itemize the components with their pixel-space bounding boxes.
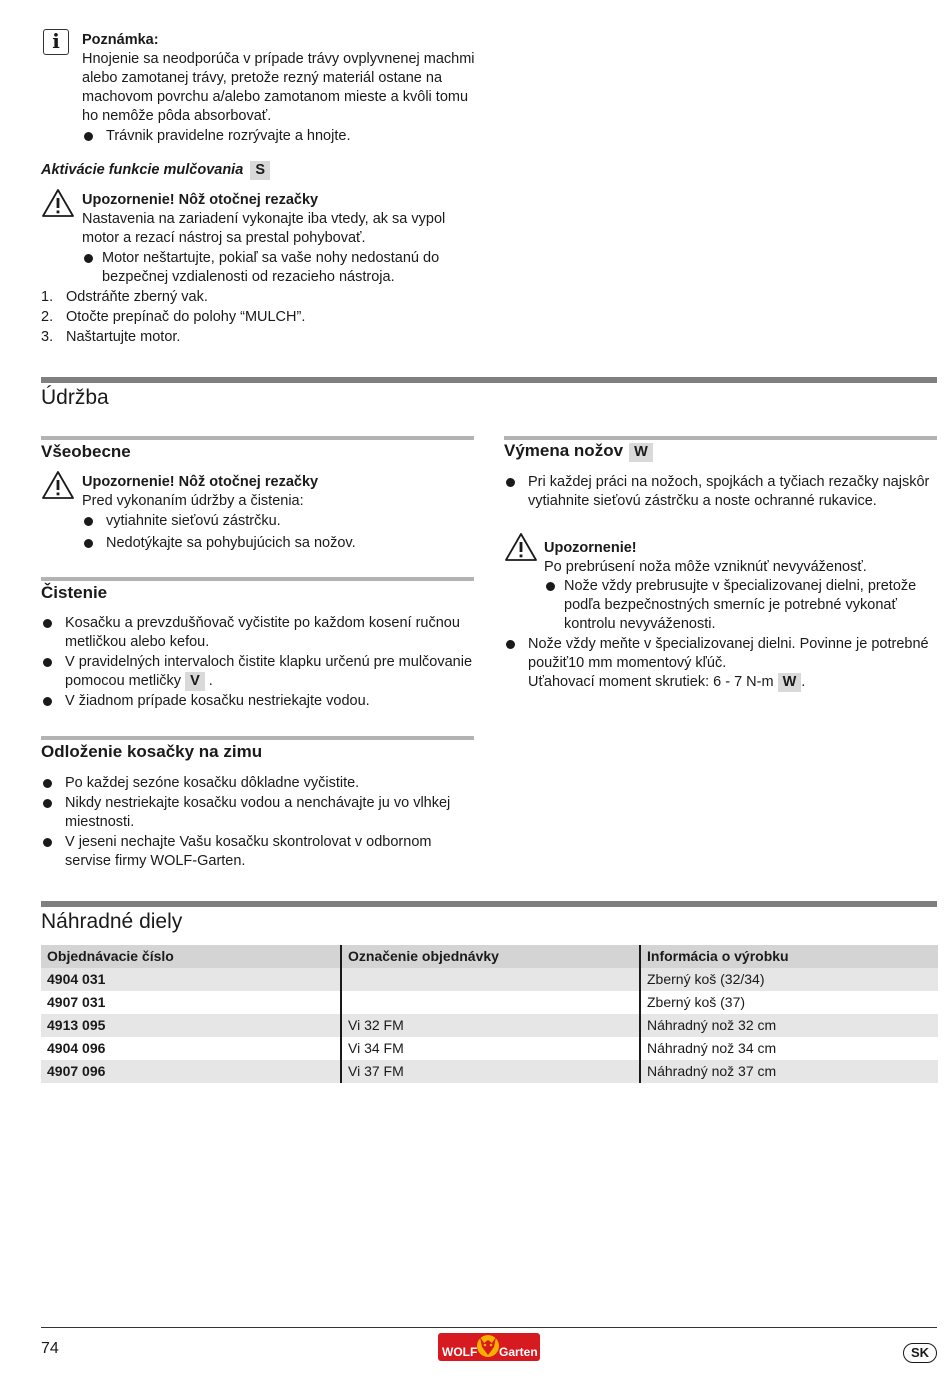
cleaning-bullet: V pravidelných intervaloch čistite klapku určenú pre mulčovanie pomocou metličky V . bbox=[41, 653, 474, 691]
parts-table-wrap bbox=[41, 945, 938, 1083]
blades-heading-row bbox=[504, 441, 937, 462]
cleaning-bullet: Kosačku a prevzdušňovač vyčistite po každom kosení ručnou metličkou alebo kefou. bbox=[41, 614, 474, 652]
table-row: 4907 096 Vi 37 FM Náhradný nož 37 cm bbox=[41, 1060, 938, 1083]
note-block bbox=[82, 31, 482, 147]
column-header: Informácia o výrobku bbox=[640, 945, 938, 968]
section-rule bbox=[41, 377, 937, 383]
step-item: 3. Naštartujte motor. bbox=[41, 329, 181, 345]
language-badge: SK bbox=[903, 1343, 937, 1363]
step-item: 1. Odstráňte zberný vak. bbox=[41, 289, 208, 305]
blades-ref-badge: W bbox=[629, 443, 653, 462]
table-row: 4907 031 Zberný koš (37) bbox=[41, 991, 938, 1014]
subsection-rule bbox=[504, 436, 937, 440]
mulch-heading: Aktivácie funkcie mulčovania bbox=[41, 162, 244, 178]
torque-ref-badge: W bbox=[778, 673, 802, 692]
wolf-garten-logo: WOLF Garten bbox=[438, 1333, 540, 1361]
general-warning-text: Pred vykonaním údržby a čistenia: bbox=[82, 493, 304, 509]
mulch-warning-bullet: Motor neštartujte, pokiaľ sa vaše nohy nedostanú do bezpečnej vzdialenosti od rezacieho nástroja. bbox=[82, 249, 477, 287]
winter-bullet: Po každej sezóne kosačku dôkladne vyčistite. bbox=[41, 774, 474, 793]
general-warning-title: Upozornenie! Nôž otočnej rezačky bbox=[82, 474, 319, 490]
note-title: Poznámka: bbox=[82, 32, 159, 48]
column-header: Označenie objednávky bbox=[341, 945, 640, 968]
mulch-warning-title: Upozornenie! Nôž otočnej rezačky bbox=[82, 192, 319, 208]
general-bullet: vytiahnite sieťovú zástrčku. bbox=[82, 512, 474, 531]
parts-title: Náhradné diely bbox=[41, 910, 183, 933]
blades-warning bbox=[544, 539, 940, 635]
blades-heading: Výmena nožov bbox=[504, 441, 624, 460]
winter-list bbox=[41, 774, 474, 872]
mulch-ref-badge: S bbox=[250, 161, 270, 180]
wolf-head-icon bbox=[476, 1331, 500, 1359]
general-bullet: Nedotýkajte sa pohybujúcich sa nožov. bbox=[82, 534, 474, 553]
table-row: 4904 096 Vi 34 FM Náhradný nož 34 cm bbox=[41, 1037, 938, 1060]
cleaning-bullet: V žiadnom prípade kosačku nestriekajte vodou. bbox=[41, 692, 474, 711]
info-icon: i bbox=[43, 29, 69, 55]
blades-bullet: Nože vždy meňte v špecializovanej dielni. Povinne je potrebné použiť10 mm momentový kľúč. Uťahovací moment skrutiek: 6 - 7 N-m W . bbox=[504, 635, 937, 692]
general-heading: Všeobecne bbox=[41, 442, 131, 461]
warning-icon bbox=[41, 470, 75, 500]
blades-warning-text: Po prebrúsení noža môže vzniknúť nevyváženosť. bbox=[544, 559, 867, 575]
warning-icon bbox=[41, 188, 75, 218]
maintenance-title: Údržba bbox=[41, 386, 109, 409]
mulch-steps bbox=[41, 288, 474, 348]
footer-rule bbox=[41, 1327, 937, 1328]
blades-list-1 bbox=[504, 473, 937, 512]
table-row: 4913 095 Vi 32 FM Náhradný nož 32 cm bbox=[41, 1014, 938, 1037]
blades-list-2 bbox=[504, 635, 937, 693]
winter-bullet: Nikdy nestriekajte kosačku vodou a nenchávajte ju vo vlhkej miestnosti. bbox=[41, 794, 474, 832]
subsection-rule bbox=[41, 436, 474, 440]
winter-heading: Odloženie kosačky na zimu bbox=[41, 742, 263, 761]
table-row: 4904 031 Zberný koš (32/34) bbox=[41, 968, 938, 991]
subsection-rule bbox=[41, 736, 474, 740]
column-header: Objednávacie číslo bbox=[41, 945, 341, 968]
subsection-rule bbox=[41, 577, 474, 581]
table-header-row bbox=[41, 945, 938, 968]
step-item: 2. Otočte prepínač do polohy “MULCH”. bbox=[41, 309, 306, 325]
warning-icon bbox=[504, 532, 538, 562]
general-warning bbox=[82, 473, 474, 554]
blades-bullet: Pri každej práci na nožoch, spojkách a tyčiach rezačky najskôr vytiahnite sieťovú zástrčku a noste ochranné rukavice. bbox=[504, 473, 937, 511]
mulch-warning bbox=[82, 191, 477, 288]
cleaning-heading: Čistenie bbox=[41, 583, 108, 602]
page-number: 74 bbox=[41, 1340, 59, 1357]
mulch-warning-text: Nastavenia na zariadení vykonajte iba vtedy, ak sa vypol motor a rezací nástroj sa prestal pohybovať. bbox=[82, 211, 446, 246]
winter-bullet: V jeseni nechajte Vašu kosačku skontrolovat v odbornom servise firmy WOLF-Garten. bbox=[41, 833, 474, 871]
note-text: Hnojenie sa neodporúča v prípade trávy ovplyvnenej machmi alebo zamotanej trávy, pretože rezný materiál ostane na machovom povrchu a/alebo zamotanom mieste a kvôli tomu ho nemôže pôda absorbovať. bbox=[82, 51, 475, 124]
note-bullet: Trávnik pravidelne rozrývajte a hnojte. bbox=[82, 127, 482, 146]
section-rule bbox=[41, 901, 937, 907]
blades-warning-title: Upozornenie! bbox=[544, 540, 637, 556]
cleaning-list bbox=[41, 614, 474, 712]
mulch-heading-row bbox=[41, 161, 474, 180]
parts-table bbox=[41, 945, 938, 1083]
cleaning-ref-badge: V bbox=[185, 672, 205, 691]
blades-warning-bullet: Nože vždy prebrusujte v špecializovanej dielni, pretože podľa bezpečnostných smerníc je potrebné vykonať kontrolu nevyváženosti. bbox=[544, 577, 940, 634]
